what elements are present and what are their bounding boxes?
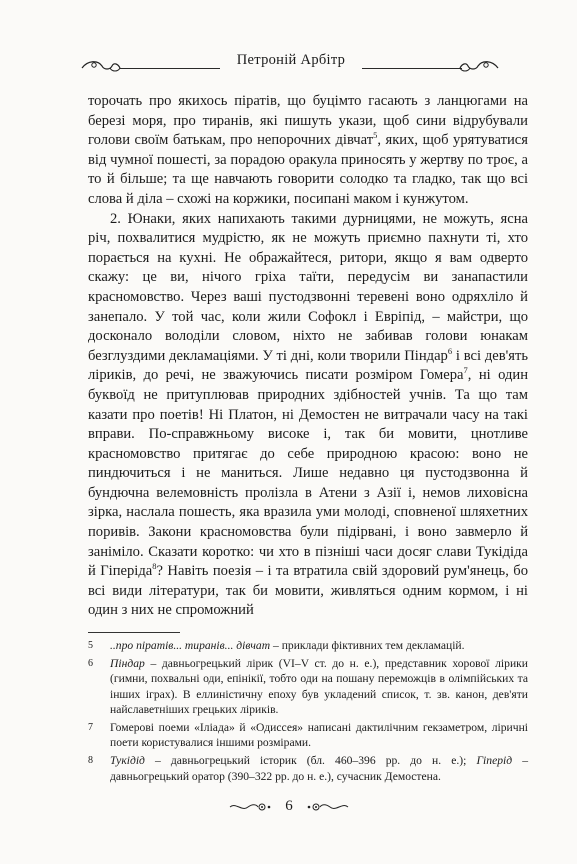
footnote-text: – давньогрецький лірик (VI–V ст. до н. е.), представник хорової лірики (гимни, похвальні оди, епінікії, тобто оди на пошану переможців в олімпійських та інших іграх). В еллиністичну епоху був укладений список, т. зв. канон, дев'яти найславетніших грецьких ліриків. [110, 657, 528, 716]
running-header [80, 50, 500, 78]
header-rule-left [120, 68, 220, 69]
footnote-divider [88, 632, 180, 633]
paragraph-2-text-a: 2. Юнаки, яких напихають такими дурницями, не можуть, ясна річ, похвалитися мудрістю, як не можуть приємно пахнути ті, хто порається на кухні. Не ображайтеся, ритори, якщо я вам одверто скажу: це ви, нічого гріха таїти, передусім ви занапастили красномовство. Через ваші пустодзвонні теревені воно одряхліло й занепало. У той час, коли жили Софокл і Евріпід, – майстри, що досконало володіли словом, ніхто не забивав голови юнакам безглуздими декламаціями. У ті дні, коли творили Піндар [88, 210, 528, 364]
footnote-text-2: – давньогрецький оратор (390–322 рр. до н. е.), сучасник Демостена. [110, 754, 528, 783]
footnote-ref-6[interactable]: 6 [447, 345, 453, 356]
scroll-ornament-right-icon [458, 56, 500, 74]
footnote-8 [88, 753, 528, 783]
header-rule-right [362, 68, 462, 69]
footnote-6 [88, 656, 528, 717]
footnote-5 [88, 638, 528, 653]
scroll-ornament-left-icon [80, 56, 122, 74]
footnotes [88, 638, 528, 787]
paragraph-2-text-c: , ні один буквоїд не притуплював природних здібностей учнів. Та що там казати про поетів! Ні Платон, ні Демостен не витрачали часу на такі вправи. По-справжньому високе і, так би мовити, цнотливе красномовство притягає до себе природною красою: воно не пиндючиться і не маниться. Лише недавно ця пустодзвонна й бундючна велемовність пролізла в Атени з Азії і, немов лиховісна зірка, наслала пошесть, яка вразила уми молоді, сповненої шляхетних поривів. Закони красномовства були підірвані, і воно завмерло й заніміло. Сказати коротко: чи хто в пізніші часи досяг слави Тукідіда й Гіперіда [88, 367, 529, 580]
paragraph-2-text-b: і всі дев'ять ліриків, до речі, не зважуючись писати розміром Гомера [88, 347, 528, 384]
paragraph-1-text-a: торочать про якихось піратів, що буцімто гасають з ланцюгами на березі моря, про тиранів, які пишуть укази, щоб сини відрубували голови своїм батькам, про непорочних дівчат [88, 93, 528, 149]
footnote-ref-8[interactable]: 8 [152, 561, 157, 572]
footnote-term-2: Гіперід [476, 754, 513, 768]
footnote-number: 7 [88, 722, 93, 734]
paragraph-1-text-b: , яких, щоб урятуватися від чумної пошесті, за порадою оракула приносять у жертву по троє, а то й більше; та ще навчають говорити солодко та гладко, так що всі слова й діла – схожі на коржики, посипані маком і кунжутом. [88, 132, 528, 207]
footnote-number: 5 [88, 640, 93, 651]
paragraph-1 [88, 92, 528, 210]
paragraph-2-text-d: ? Навіть поезія – і та втратила свій здоровий рум'янець, бо всі види літератури, так би мовити, живляться одним кормом, і ні один з них не спроможний [88, 563, 528, 619]
page-footer [228, 796, 350, 820]
footnote-number: 8 [88, 755, 93, 767]
footnote-text: – приклади фіктивних тем декламацій. [270, 639, 465, 652]
flourish-ornament-right-icon [306, 800, 350, 814]
footnote-number: 6 [88, 658, 93, 670]
footnote-term: ..про піратів... тиранів... дівчат [110, 639, 271, 652]
footnote-ref-5[interactable]: 5 [373, 130, 378, 141]
main-text [88, 92, 528, 621]
footnote-term: Піндар [110, 657, 145, 671]
running-title: Петроній Арбітр [236, 52, 346, 68]
paragraph-2 [88, 210, 528, 621]
page-number: 6 [285, 798, 293, 814]
footnote-term: Тукідід [110, 754, 145, 768]
footnote-7 [88, 720, 528, 750]
footnote-text: – давньогрецький історик (бл. 460–396 рр. до н. е.); [144, 754, 477, 768]
footnote-text: Гомерові поеми «Іліада» й «Одиссея» написані дактилічним гекзаметром, ліричні поети користувалися іншими розмірами. [110, 721, 528, 750]
footnote-ref-7[interactable]: 7 [463, 365, 468, 376]
